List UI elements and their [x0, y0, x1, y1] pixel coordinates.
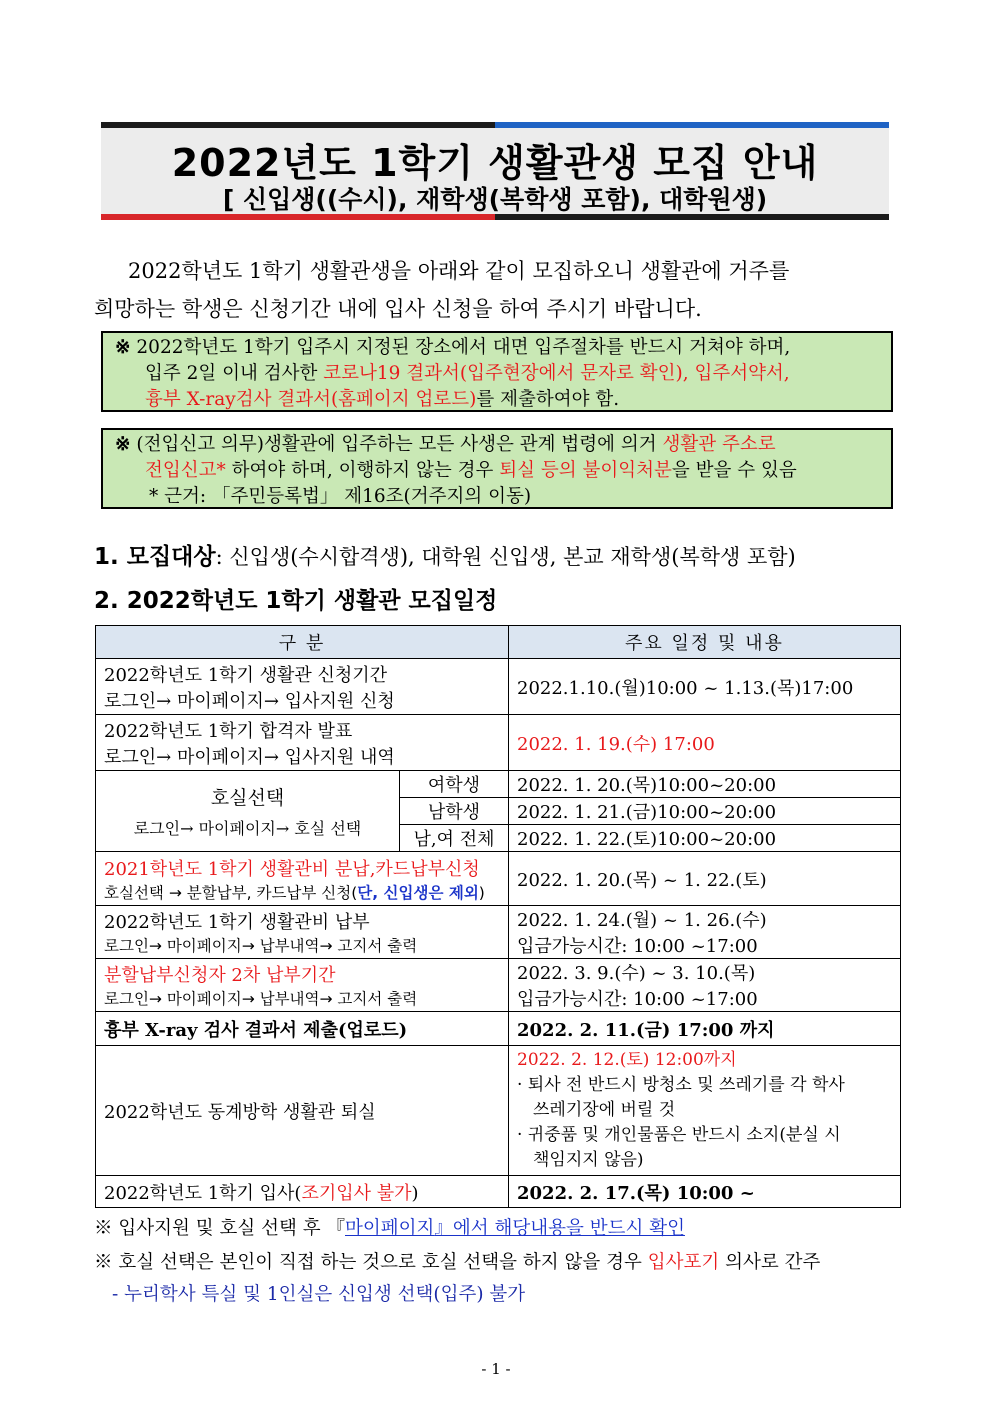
- row3-title: 호실선택: [210, 787, 285, 809]
- page-title: 2022년도 1학기 생활관생 모집 안내: [171, 141, 819, 185]
- notice2-line-2: [115, 458, 885, 484]
- footnote-1c: 』에서 해당내용을 반드시 확인: [434, 1218, 685, 1239]
- intro-line-1: 2022학년도 1학기 생활관생을 아래와 같이 모집하오니 생활관에 거주를: [128, 259, 790, 283]
- page-number: - 1 -: [481, 1360, 511, 1378]
- footnote-2c: 의사로 간주: [719, 1252, 821, 1273]
- footnote-1a: ※ 입사지원 및 호실 선택 후 『: [94, 1218, 345, 1239]
- notice1-line-1: [115, 335, 885, 361]
- row3-path: 로그인→ 마이페이지→ 호실 선택: [133, 819, 362, 838]
- row3-group-all: 남,여 전체: [400, 825, 509, 852]
- table-header-category: 구 분: [96, 626, 509, 659]
- notice2-text-2b: 하여야 하며, 이행하지 않는 경우: [225, 460, 500, 481]
- notice2-text-2c: 퇴실 등의 불이익처분: [499, 460, 672, 481]
- mypage-link[interactable]: 마이페이지: [345, 1218, 435, 1239]
- table-row: [96, 852, 901, 906]
- row8-note-1: · 퇴사 전 반드시 방청소 및 쓰레기를 각 학사: [517, 1075, 845, 1095]
- row9-value: 2022. 2. 17.(목) 10:00 ~: [509, 1176, 901, 1208]
- table-row: [96, 715, 901, 771]
- row1-path: 로그인→ 마이페이지→ 입사지원 신청: [104, 690, 395, 712]
- schedule-table: [95, 625, 901, 1208]
- row1-title: 2022학년도 1학기 생활관 신청기간: [104, 664, 388, 686]
- row4-path-c: ): [478, 883, 485, 902]
- table-row: [96, 1176, 901, 1208]
- row9-title-b: 조기입사 불가: [301, 1182, 412, 1204]
- section-1-text: : 신입생(수시합격생), 대학원 신입생, 본교 재학생(복학생 포함): [215, 545, 796, 569]
- row4-path-a: 호실선택 → 분할납부, 카드납부 신청(: [104, 883, 358, 902]
- notice-box-1: [101, 331, 893, 412]
- title-bar-top-right: [495, 122, 889, 128]
- notice2-text-1b: 생활관 주소로: [662, 434, 776, 455]
- notice-box-2: [101, 428, 893, 509]
- footnote-3: - 누리학사 특실 및 1인실은 신입생 선택(입주) 불가: [112, 1284, 526, 1305]
- row5-title: 2022학년도 1학기 생활관비 납부: [104, 912, 370, 933]
- intro-line-2: 희망하는 학생은 신청기간 내에 입사 신청을 하여 주시기 바랍니다.: [94, 297, 702, 321]
- notice2-text-1a: (전입신고 의무)생활관에 입주하는 모든 사생은 관계 법령에 의거: [136, 434, 663, 455]
- section-1: [94, 538, 796, 571]
- table-cell: [96, 959, 509, 1012]
- page-subtitle: [ 신입생((수시), 재학생(복학생 포함), 대학원생): [222, 185, 768, 214]
- notice2-line-3: * 근거: 「주민등록법」 제16조(거주지의 이동): [149, 486, 532, 507]
- row6-title: 분할납부신청자 2차 납부기간: [104, 965, 336, 986]
- row8-deadline: 2022. 2. 12.(토) 12:00까지: [517, 1050, 737, 1070]
- row5-value-2: 입금가능시간: 10:00 ~17:00: [517, 936, 758, 957]
- notice1-text-3a: 흉부 X-ray검사 결과서(홈페이지 업로드): [145, 389, 477, 410]
- table-cell: [96, 771, 400, 852]
- row7-title: 흉부 X-ray 검사 결과서 제출(업로드): [96, 1012, 509, 1046]
- row1-value: 2022.1.10.(월)10:00 ~ 1.13.(목)17:00: [509, 659, 901, 715]
- footnote-2: [94, 1248, 820, 1274]
- table-row: [96, 771, 901, 798]
- footnote-1: [94, 1214, 685, 1240]
- row2-value: 2022. 1. 19.(수) 17:00: [509, 715, 901, 771]
- reference-mark: ※: [115, 337, 131, 358]
- row2-title: 2022학년도 1학기 합격자 발표: [104, 720, 353, 742]
- table-cell: [96, 906, 509, 959]
- notice1-text-2a: 입주 2일 이내 검사한: [145, 363, 324, 384]
- row6-value-2: 입금가능시간: 10:00 ~17:00: [517, 989, 758, 1010]
- row8-note-2: · 귀중품 및 개인물품은 반드시 소지(분실 시: [517, 1125, 841, 1145]
- row3-group-male: 남학생: [400, 798, 509, 825]
- table-header-schedule: 주요 일정 및 내용: [509, 626, 901, 659]
- row4-title: 2021학년도 1학기 생활관비 분납,카드납부신청: [104, 858, 480, 880]
- section-1-heading: 1. 모집대상: [94, 544, 216, 570]
- table-cell: [96, 715, 509, 771]
- footnote-2b: 입사포기: [647, 1252, 720, 1273]
- row8-title: 2022학년도 동계방학 생활관 퇴실: [96, 1046, 509, 1176]
- row3-value-3: 2022. 1. 22.(토)10:00~20:00: [509, 825, 901, 852]
- notice2-text-2d: 을 받을 수 있음: [671, 460, 797, 481]
- table-row: [96, 1046, 901, 1176]
- notice1-text-1: 2022학년도 1학기 입주시 지정된 장소에서 대면 입주절차를 반드시 거쳐야 하며,: [136, 337, 791, 358]
- row6-value-1: 2022. 3. 9.(수) ~ 3. 10.(목): [517, 963, 756, 984]
- table-row: [96, 906, 901, 959]
- notice1-text-3b: 를 제출하여야 함.: [476, 389, 620, 410]
- table-row: [96, 959, 901, 1012]
- title-bar-top-left: [101, 122, 495, 128]
- table-cell: [96, 1176, 509, 1208]
- footnote-2a: ※ 호실 선택은 본인이 직접 하는 것으로 호실 선택을 하지 않을 경우: [94, 1252, 648, 1273]
- notice1-text-2b: 코로나19 결과서(입주현장에서 문자로 확인), 입주서약서,: [323, 363, 790, 384]
- row5-path: 로그인→ 마이페이지→ 납부내역→ 고지서 출력: [104, 937, 418, 955]
- table-cell: [96, 852, 509, 906]
- row3-group-female: 여학생: [400, 771, 509, 798]
- table-cell: [509, 959, 901, 1012]
- row7-value: 2022. 2. 11.(금) 17:00 까지: [509, 1012, 901, 1046]
- row3-value-2: 2022. 1. 21.(금)10:00~20:00: [509, 798, 901, 825]
- row5-value-1: 2022. 1. 24.(월) ~ 1. 26.(수): [517, 910, 767, 931]
- notice2-line-1: [115, 432, 885, 458]
- section-2-heading: 2. 2022학년도 1학기 생활관 모집일정: [94, 588, 498, 614]
- notice1-line-3: [115, 387, 885, 413]
- row9-title-a: 2022학년도 1학기 입사(: [104, 1182, 302, 1204]
- row2-path: 로그인→ 마이페이지→ 입사지원 내역: [104, 746, 395, 768]
- row3-value-1: 2022. 1. 20.(목)10:00~20:00: [509, 771, 901, 798]
- row4-value: 2022. 1. 20.(목) ~ 1. 22.(토): [509, 852, 901, 906]
- intro-paragraph: [94, 252, 900, 328]
- notice1-line-2: [115, 361, 885, 387]
- row8-note-1-cont: 쓰레기장에 버릴 것: [533, 1100, 676, 1120]
- reference-mark: ※: [115, 434, 131, 455]
- notice2-text-2a: 전입신고*: [145, 460, 226, 481]
- table-cell: [509, 906, 901, 959]
- row4-path: [104, 881, 500, 903]
- row9-title-c: ): [411, 1182, 419, 1204]
- table-cell: [96, 659, 509, 715]
- table-header-row: [96, 626, 901, 659]
- table-cell: [509, 1046, 901, 1176]
- table-row: [96, 659, 901, 715]
- table-row: [96, 1012, 901, 1046]
- row8-note-2-cont: 책임지지 않음): [533, 1150, 644, 1170]
- row6-path: 로그인→ 마이페이지→ 납부내역→ 고지서 출력: [104, 990, 418, 1008]
- row4-path-b: 단, 신입생은 제외: [357, 883, 479, 902]
